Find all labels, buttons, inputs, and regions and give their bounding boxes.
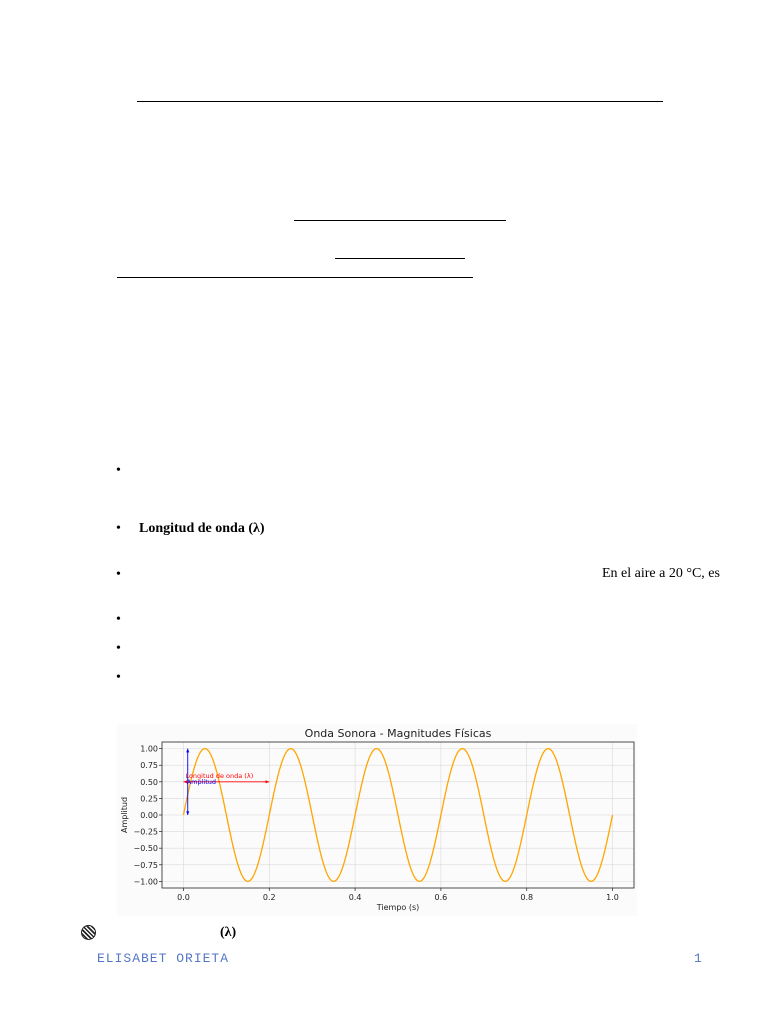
annotation-label: Longitud de onda (λ): [185, 771, 254, 780]
chart-title: Onda Sonora - Magnitudes Físicas: [304, 727, 492, 740]
bullet-marker: •: [116, 567, 121, 582]
x-tick-label: 1.0: [606, 893, 619, 902]
subtitle-rule: [335, 258, 465, 259]
x-tick-label: 0.2: [262, 893, 276, 902]
y-tick-label: 0.50: [140, 777, 158, 787]
x-tick-label: 0.8: [520, 893, 534, 902]
x-tick-label: 0.4: [348, 893, 362, 902]
bullet-marker: •: [116, 521, 121, 536]
y-tick-label: 0.00: [140, 811, 158, 820]
y-tick-label: 0.25: [140, 794, 158, 804]
y-tick-label: −0.25: [133, 827, 158, 837]
annotation-label: Amplitud: [186, 777, 217, 786]
x-tick-label: 0.0: [177, 893, 190, 902]
sound-wave-chart: [117, 724, 637, 916]
arrow-head: [186, 749, 189, 753]
chart-annotations: [183, 749, 269, 815]
bullet-marker: •: [116, 670, 121, 685]
bullet-text-air-speed: En el aire a 20 °C, es: [602, 566, 720, 581]
y-axis-ticks: [133, 745, 162, 887]
page-number: 1: [694, 951, 703, 966]
y-axis-label: Amplitud: [120, 796, 129, 834]
bullet-marker: •: [116, 641, 121, 656]
caption-lambda: (λ): [220, 925, 237, 940]
hatched-circle-icon: [81, 925, 96, 940]
bullet-marker: •: [116, 612, 121, 627]
arrow-head: [186, 811, 189, 815]
y-tick-label: −0.50: [133, 844, 158, 854]
y-tick-label: −1.00: [133, 877, 158, 887]
bullet-text-wavelength: Longitud de onda (λ): [139, 521, 265, 536]
title-rule: [294, 220, 506, 221]
x-axis-label: Tiempo (s): [376, 903, 420, 912]
section-rule: [117, 277, 473, 278]
y-tick-label: 0.75: [140, 761, 158, 771]
y-tick-label: −0.75: [133, 860, 158, 870]
y-tick-label: 1.00: [140, 744, 158, 754]
x-axis-ticks: [177, 888, 619, 902]
x-tick-label: 0.6: [434, 893, 448, 902]
footer-author: ELISABET ORIETA: [97, 951, 230, 966]
header-rule: [137, 101, 663, 102]
arrow-head: [266, 780, 270, 783]
bullet-marker: •: [116, 463, 121, 478]
